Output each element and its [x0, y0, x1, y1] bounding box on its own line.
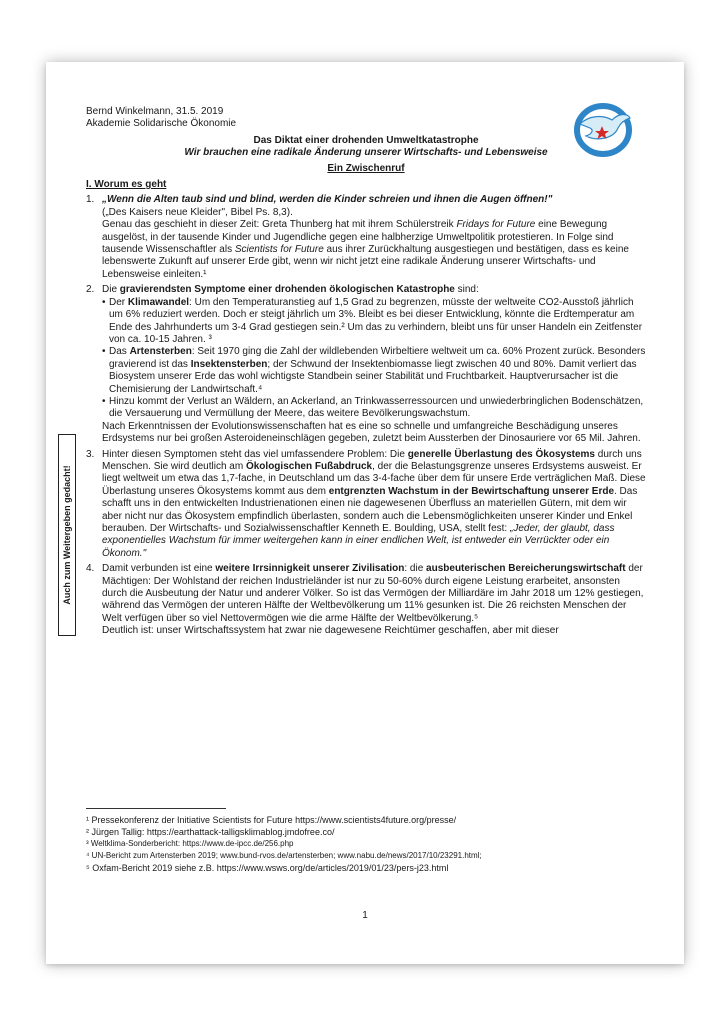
bullet-item: [102, 346, 646, 396]
text-run: sind:: [454, 284, 479, 296]
list-item: [86, 194, 646, 281]
text-run: : Seit 1970 ging die Zahl der wildlebenden Wirbeltiere weltweit um ca. 60% Prozent zurück. Besonders gravierend ist das: [109, 346, 646, 370]
text-run-bold: Ökologischen Fußabdruck: [245, 460, 373, 472]
item-source: („Des Kaisers neue Kleider", Bibel Ps. 8,3).: [102, 206, 293, 218]
text-run: Hinter diesen Symptomen steht das viel umfassendere Problem: Die: [102, 448, 408, 460]
item-intro: [102, 284, 646, 296]
item-number: 3.: [86, 448, 95, 460]
text-run: aus ihrer Zurückhaltung ausgestiegen und bestätigen, dass es keine lebenswerte Zukunft auf unserer Erde gibt, wenn wir nicht jetzt eine radikale Änderung unserer Wirtschafts- und Lebensweise einleiten.¹: [102, 244, 629, 280]
text-run-bold: Klimawandel: [127, 296, 190, 308]
item-number: 1.: [86, 194, 95, 206]
text-run: der Mächtigen: Der Wohlstand der reichen Industrieländer ist nur zu 50-60% durch eigene Leistung erarbeitet, ansonsten durch die Ausbeutung der Natur und anderer Völker. So ist das Vermögen der Milliardäre im Jahr 2018 um 12% gestiegen, während das Vermögen der unteren Hälfte der Weltbevölkerung um 11% gesunken ist. Die 26 reichsten Menschen der Welt verfügen über so viel Nettovermögen wie die arme Hälfte der Weltbevölkerung.⁵: [102, 563, 644, 624]
text-run: eine Bewegung ausgelöst, in der tausende Kinder und Jugendliche gegen eine halbherzige Umweltpolitik protestieren. In Folge sind tausende Wissenschaftler als: [102, 219, 614, 256]
item-number: 4.: [86, 563, 95, 575]
footnote-separator: [86, 808, 226, 809]
item-paragraph: [102, 563, 646, 625]
list-item: [86, 449, 646, 561]
text-run-bold: generelle Überlastung des Ökosystems: [407, 448, 595, 460]
footnote: ¹ Pressekonferenz der Initiative Scientists for Future https://www.scientists4future.org/presse/: [86, 815, 457, 825]
title-block: [86, 135, 646, 175]
bullet-item: [102, 297, 646, 347]
text-run-bold: weitere Irrsinnigkeit unserer Zivilisation: [215, 563, 405, 575]
text-run-bold: ausbeuterischen Bereicherungswirtschaft: [426, 563, 626, 575]
dove-logo-icon: [568, 98, 636, 160]
author-date: Bernd Winkelmann, 31.5. 2019: [86, 106, 224, 117]
text-run: : die: [404, 563, 427, 575]
footnote: ³ Weltklima-Sonderbericht: https://www.de-ipcc.de/256.php: [86, 839, 294, 848]
text-run: : Um den Temperaturanstieg auf 1,5 Grad zu begrenzen, müsste der weltweite CO2-Ausstoß jährlich um 6% reduziert werden. Doch er steigt jährlich um 3%. Bleibt es bei dieser Entwicklung, könnte die Erdtemperatur am Ende des Jahrhunderts um 3-4 Grad gestiegen sein.² Um das zu verhindern, bleibt uns für unser Handeln ein Zeitfenster von ca. 10-15 Jahren. ³: [109, 296, 643, 345]
item-quote: „Wenn die Alten taub sind und blind, werden die Kinder schreien und ihnen die Augen öffnen!": [102, 194, 553, 206]
item-paragraph: [102, 219, 646, 281]
text-run-italic: „Jeder, der glaubt, dass exponentielles Wachstum für immer weitergehen kann in einer endlichen Welt, ist entweder ein Verrückter oder ein Ökonom.": [102, 523, 615, 559]
item-paragraph: Deutlich ist: unser Wirtschaftssystem hat zwar nie dagewesene Reichtümer geschaffen, aber mit dieser: [102, 625, 559, 637]
section-heading: I. Worum es geht: [86, 179, 167, 191]
institution: Akademie Solidarische Ökonomie: [86, 118, 237, 130]
document-subtitle: Wir brauchen eine radikale Änderung unserer Wirtschafts- und Lebensweise: [184, 147, 548, 159]
bullet-item: • Hinzu kommt der Verlust an Wäldern, an Ackerland, an Trinkwasserressourcen und unwiederbringlichen Bodenschätzen, die Versauerung und Vermüllung der Meere, das weitere Bevölkerungswachstum.: [102, 396, 646, 421]
item-paragraph: [102, 449, 646, 561]
text-run: Die: [102, 284, 120, 296]
text-run: Damit verbunden ist eine: [102, 563, 216, 575]
document-title: Das Diktat einer drohenden Umweltkatastrophe: [253, 134, 479, 146]
text-run: . Das schafft uns in den entwickelten Industrienationen einen nie dagewesenen Überfluss an materiellen Gütern, mit dem wir aber nicht nur das Ökosystem empfindlich überlasten, sondern auch die Lebensmöglichkeiten unserer Kinder und Enkel berauben. Der Wirtschafts- und Sozialwissenschaftler Kenneth E. Boulding, USA, stellt fest:: [102, 485, 638, 534]
text-run: , der die Belastungsgrenze unseres Erdsystems ausweist. Er liegt weltweit um etwa das 1,7-fache, in Deutschland um das 3-4-fache über dem für unsere Erde verträglichen Maß. Diese Überlastung unseres Ökosystems kommt aus dem: [102, 460, 646, 497]
page-number: 1: [362, 910, 368, 921]
footnote: ⁴ UN-Bericht zum Artensterben 2019; www.bund-rvos.de/artensterben; www.nabu.de/news/2017/10/23291.html;: [86, 851, 482, 860]
text-run-bold: entgrenzten Wachstum in der Bewirtschaftung unserer Erde: [328, 485, 614, 497]
text-run-bold: Artensterben: [129, 346, 192, 358]
footnotes: [86, 814, 646, 874]
text-run: durch uns Menschen. Sie wird deutlich am: [102, 448, 642, 472]
text-run-bold: Insektensterben: [190, 358, 268, 370]
text-run-italic: Fridays for Future: [456, 219, 536, 231]
item-paragraph: Nach Erkenntnissen der Evolutionswissenschaften hat es eine so schnelle und umfangreiche Beschädigung unseres Erdsystems nur bei großen Asteroideneinschlägen gegeben, zuletzt beim Aussterben der Dinosauriere vor 65 Mil. Jahren.: [102, 420, 641, 445]
item-number: 2.: [86, 284, 95, 296]
main-list: [86, 194, 646, 637]
text-run-italic: Scientists for Future: [234, 244, 324, 256]
text-run: Das: [109, 346, 130, 358]
footnote: ⁵ Oxfam-Bericht 2019 siehe z.B. https://www.wsws.org/de/articles/2019/01/23/pers-j23.html: [86, 863, 449, 873]
side-note-box: [58, 434, 76, 636]
list-item: [86, 563, 646, 637]
text-run: ; der Schwund der Insektenbiomasse liegt zwischen 40 und 80%. Damit verliert das Biosystem unserer Erde das wohl wichtigste Standbein seiner Stabilität und Fruchtbarkeit. Hauptverursacher ist die Chemisierung der Landwirtschaft.⁴: [109, 358, 637, 395]
bullet-list: [102, 297, 646, 421]
text-run: Der: [109, 296, 128, 308]
side-note-label: Auch zum Weitergeben gedacht!: [62, 465, 72, 605]
document-page: [46, 62, 684, 964]
text-run: Genau das geschieht in dieser Zeit: Greta Thunberg hat mit ihrem Schülerstreik: [102, 219, 457, 231]
document-kicker: Ein Zwischenruf: [327, 162, 405, 174]
footnote: ² Jürgen Tallig: https://earthattack-talligsklimablog.jmdofree.co/: [86, 827, 335, 837]
list-item: [86, 284, 646, 445]
page-content: [86, 106, 646, 641]
text-run-bold: gravierendsten Symptome einer drohenden ökologischen Katastrophe: [119, 284, 455, 296]
